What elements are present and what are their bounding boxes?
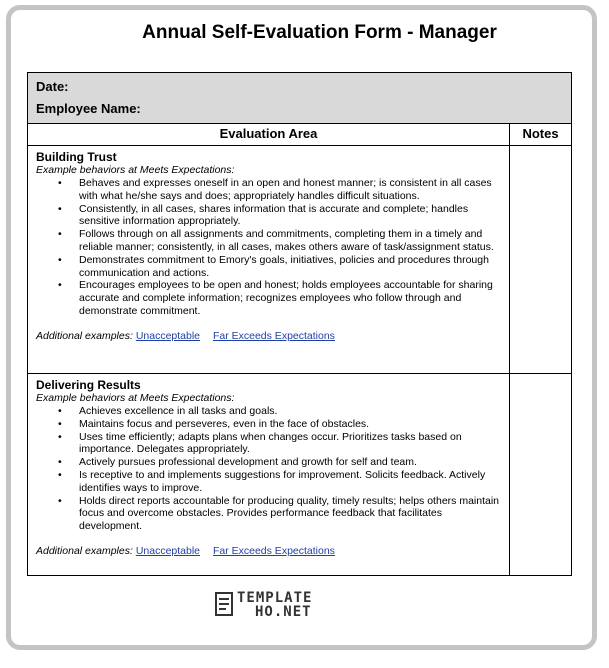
item-text: Consistently, in all cases, shares information that is accurate and complete; handles sensitive information appropriately. bbox=[79, 202, 469, 228]
section-title: Delivering Results bbox=[36, 378, 141, 392]
list-item bbox=[36, 405, 501, 418]
bullet-icon: • bbox=[58, 417, 62, 430]
item-text: Follows through on all assignments and commitments, completing them in a timely and reliable manner; consistently, in all cases, makes others aware of task/assignment status. bbox=[79, 228, 494, 253]
list-item bbox=[36, 228, 501, 254]
section-cell bbox=[28, 374, 510, 576]
item-text: Actively pursues professional development and growth for self and team. bbox=[79, 456, 417, 469]
evaluation-form-table bbox=[27, 72, 572, 576]
unacceptable-link[interactable]: Unacceptable bbox=[135, 329, 201, 342]
section-cell bbox=[28, 146, 510, 374]
list-item bbox=[36, 456, 501, 469]
bullet-icon: • bbox=[58, 253, 62, 266]
item-text: Is receptive to and implements suggestions for improvement. Solicits feedback. Actively identifies ways to improve. bbox=[79, 468, 486, 494]
employee-name-label: Employee Name: bbox=[36, 101, 141, 116]
watermark-line1: TEMPLATE bbox=[237, 590, 313, 606]
section-title: Building Trust bbox=[36, 150, 117, 164]
form-title: Annual Self-Evaluation Form - Manager bbox=[142, 22, 497, 43]
column-header-row bbox=[28, 124, 572, 146]
evaluation-area-header: Evaluation Area bbox=[28, 124, 510, 146]
bullet-icon: • bbox=[58, 468, 62, 481]
bullet-icon: • bbox=[58, 279, 62, 292]
date-label: Date: bbox=[36, 79, 69, 94]
behavior-list bbox=[36, 405, 501, 533]
behavior-list bbox=[36, 177, 501, 318]
section-row-delivering-results bbox=[28, 374, 572, 576]
additional-examples bbox=[36, 545, 501, 557]
bullet-icon: • bbox=[58, 494, 62, 507]
additional-examples-label: Additional examples: bbox=[36, 544, 133, 557]
bullet-icon: • bbox=[58, 405, 62, 417]
document-icon bbox=[215, 592, 233, 616]
notes-header: Notes bbox=[510, 124, 572, 146]
section-row-building-trust bbox=[28, 146, 572, 374]
far-exceeds-link[interactable]: Far Exceeds Expectations bbox=[212, 329, 335, 342]
header-cell bbox=[28, 73, 572, 124]
list-item bbox=[36, 418, 501, 431]
notes-cell[interactable] bbox=[510, 146, 572, 374]
watermark-logo bbox=[215, 590, 335, 620]
list-item bbox=[36, 431, 501, 457]
item-text: Encourages employees to be open and honest; holds employees accountable for sharing accurate and complete information; recognizes employees who follow through and demonstrate commitment. bbox=[79, 279, 493, 317]
bullet-icon: • bbox=[58, 202, 62, 215]
list-item bbox=[36, 495, 501, 533]
item-text: Holds direct reports accountable for producing quality, timely results; helps others maintain focus and overcome obstacles. Provides performance feedback that facilitates development. bbox=[79, 494, 500, 533]
list-item bbox=[36, 254, 501, 280]
item-text: Demonstrates commitment to Emory's goals, initiatives, policies and procedures through communication and actions. bbox=[79, 253, 489, 279]
bullet-icon: • bbox=[58, 177, 62, 189]
item-text: Uses time efficiently; adapts plans when changes occur. Prioritizes tasks based on importance. Delegates appropriately. bbox=[79, 430, 462, 456]
far-exceeds-link[interactable]: Far Exceeds Expectations bbox=[212, 544, 335, 557]
additional-examples-label: Additional examples: bbox=[36, 329, 133, 342]
list-item bbox=[36, 469, 501, 495]
list-item bbox=[36, 203, 501, 229]
watermark-line2: HO.NET bbox=[255, 604, 312, 620]
additional-examples bbox=[36, 330, 501, 342]
section-subtitle: Example behaviors at Meets Expectations: bbox=[36, 392, 235, 404]
bullet-icon: • bbox=[58, 228, 62, 241]
header-row bbox=[28, 73, 572, 124]
bullet-icon: • bbox=[58, 456, 62, 469]
notes-cell[interactable] bbox=[510, 374, 572, 576]
unacceptable-link[interactable]: Unacceptable bbox=[135, 544, 201, 557]
bullet-icon: • bbox=[58, 430, 62, 443]
list-item bbox=[36, 279, 501, 317]
item-text: Maintains focus and perseveres, even in the face of obstacles. bbox=[79, 417, 370, 430]
list-item bbox=[36, 177, 501, 203]
item-text: Achieves excellence in all tasks and goals. bbox=[79, 405, 278, 417]
item-text: Behaves and expresses oneself in an open and honest manner; is consistent in all cases with what he/she says and does; appropriately handles difficult situations. bbox=[79, 177, 492, 202]
section-subtitle: Example behaviors at Meets Expectations: bbox=[36, 164, 235, 176]
